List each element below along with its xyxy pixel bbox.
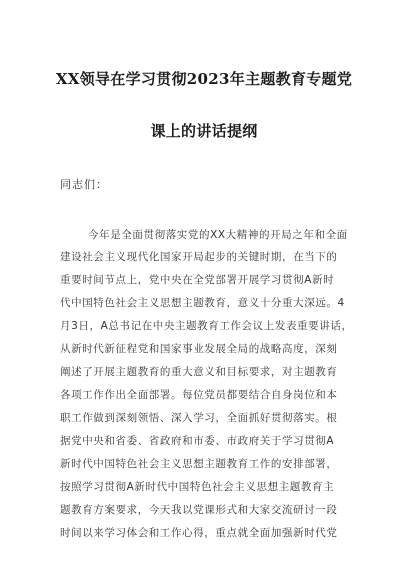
body-paragraph-line: 建设社会主义现代化国家开局起步的关键时期，在当下的	[60, 251, 338, 263]
body-paragraph-line: 月3日，A总书记在中央主题教育工作会议上发表重要讲话，	[60, 320, 353, 332]
body-paragraph-line: 从新时代新征程党和国家事业发展全局的战略高度，深刻	[60, 343, 338, 355]
document-title-line-2: 课上的讲话提纲	[150, 122, 258, 140]
body-paragraph-line: 题教育方案要求，今天我以党课形式和大家交流研讨一段	[60, 504, 338, 516]
body-paragraph-line: 阐述了开展主题教育的重大意义和目标要求，对主题教育	[60, 366, 338, 378]
body-paragraph-line: 职工作做到深刻领悟、深入学习，全面抓好贯彻落实。根	[60, 412, 338, 424]
body-paragraph-line: 各项工作作出全面部署。每位党员都要结合自身岗位和本	[60, 389, 338, 401]
body-paragraph-line: 据党中央和省委、省政府和市委、市政府关于学习贯彻A	[60, 435, 335, 447]
body-paragraph-line: 新时代中国特色社会主义思想主题教育工作的安排部署，	[60, 458, 338, 470]
body-paragraph-line: 按照学习贯彻A新时代中国特色社会主义思想主题教育主	[60, 481, 335, 493]
body-paragraph-line: 代中国特色社会主义思想主题教育，意义十分重大深远。4	[60, 297, 345, 309]
salutation: 同志们：	[60, 178, 108, 191]
document-title-line-1: XX领导在学习贯彻2023年主题教育专题党	[55, 70, 353, 88]
body-paragraph-line: 今年是全面贯彻落实党的XX大精神的开局之年和全面	[88, 229, 348, 241]
body-paragraph-line: 重要时间节点上，党中央在全党部署开展学习贯彻A新时	[60, 274, 335, 286]
body-paragraph-line: 时间以来学习体会和工作心得，重点就全面加强新时代党	[60, 527, 338, 539]
